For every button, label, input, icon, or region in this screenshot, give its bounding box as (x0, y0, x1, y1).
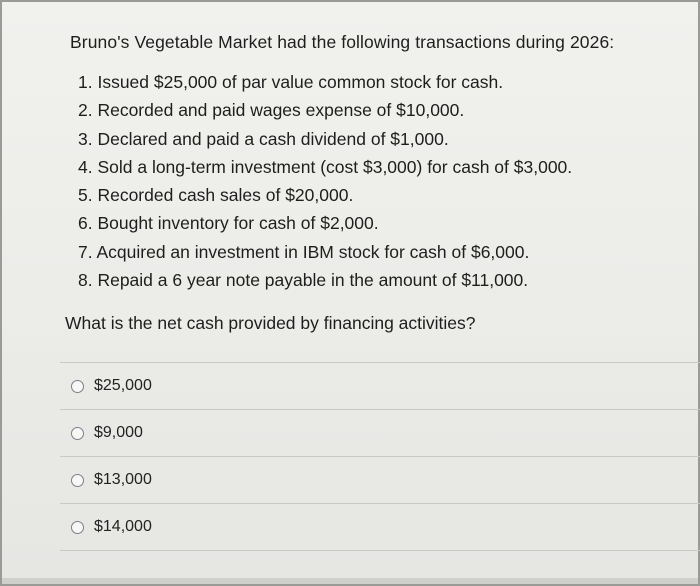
transaction-list (78, 68, 572, 294)
radio-button-icon[interactable] (71, 380, 84, 393)
bottom-divider (2, 578, 698, 584)
answer-options (60, 362, 700, 551)
answer-option-c[interactable] (60, 456, 700, 503)
answer-option-label: $25,000 (94, 377, 152, 394)
answer-option-label: $13,000 (94, 471, 152, 488)
radio-button-icon[interactable] (71, 474, 84, 487)
radio-button-icon[interactable] (71, 427, 84, 440)
question-prompt: What is the net cash provided by financing activities? (65, 313, 476, 333)
transaction-item: 1. Issued $25,000 of par value common stock for cash. (78, 72, 504, 92)
transaction-item: 6. Bought inventory for cash of $2,000. (78, 213, 379, 234)
transaction-item: 8. Repaid a 6 year note payable in the amount of $11,000. (78, 270, 529, 291)
transaction-item: 7. Acquired an investment in IBM stock for cash of $6,000. (78, 241, 530, 262)
radio-button-icon[interactable] (71, 521, 84, 534)
transaction-item: 4. Sold a long-term investment (cost $3,000) for cash of $3,000. (78, 156, 573, 177)
question-intro: Bruno's Vegetable Market had the following transactions during 2026: (70, 32, 615, 52)
transaction-item: 3. Declared and paid a cash dividend of $1,000. (78, 128, 449, 149)
answer-option-a[interactable] (60, 362, 700, 409)
answer-option-d[interactable] (60, 503, 700, 551)
answer-option-label: $14,000 (94, 518, 152, 535)
transaction-item: 5. Recorded cash sales of $20,000. (78, 185, 354, 206)
answer-option-label: $9,000 (94, 424, 143, 441)
answer-option-b[interactable] (60, 409, 700, 456)
transaction-item: 2. Recorded and paid wages expense of $10,000. (78, 100, 465, 121)
